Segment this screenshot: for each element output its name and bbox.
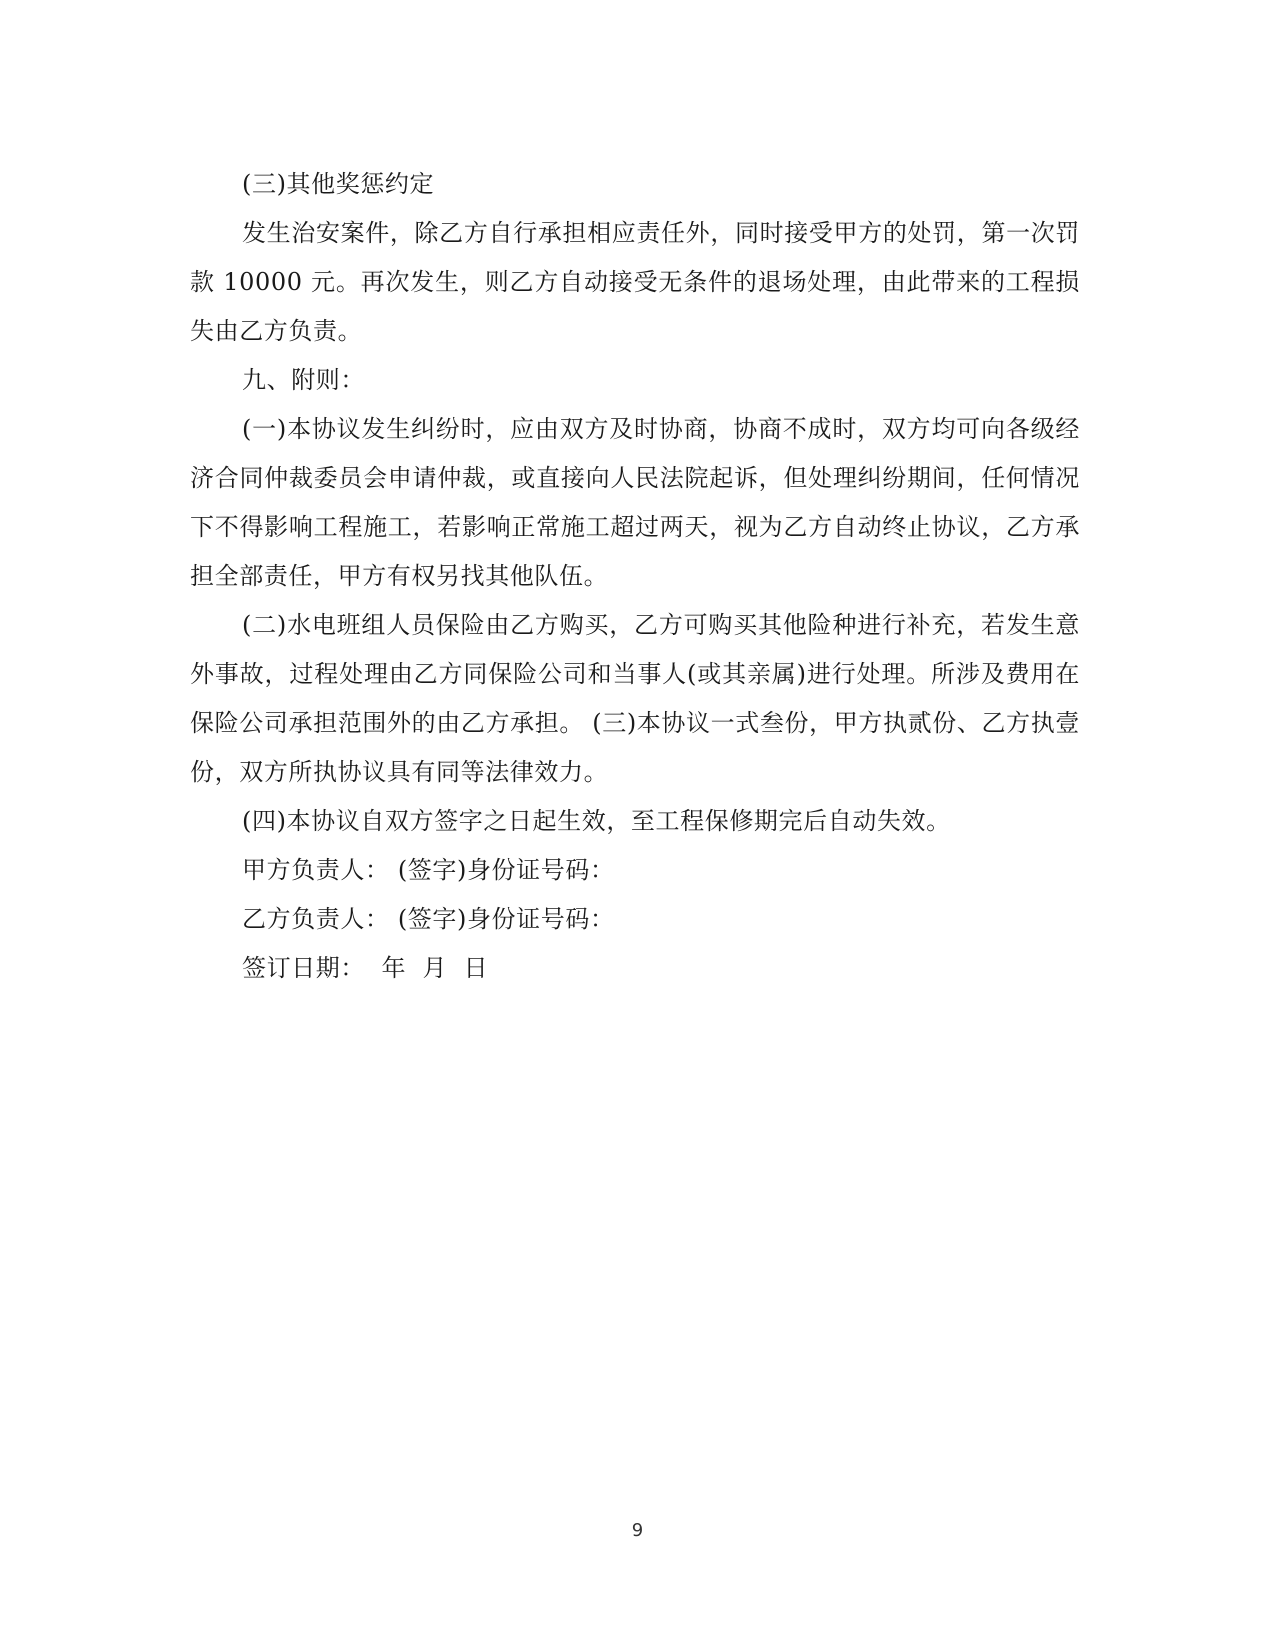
- section-supplementary-heading: 九、附则：: [242, 366, 365, 394]
- clause-insurance-copies: (二)水电班组人员保险由乙方购买，乙方可购买其他险种进行补充，若发生意外事故，过程处理由乙方同保险公司和当事人(或其亲属)进行处理。所涉及费用在保险公司承担范围外的由乙方承担。 (三)本协议一式叁份，甲方执贰份、乙方执壹份，双方所执协议具有同等法律效力。: [190, 611, 1080, 786]
- clause-dispute-resolution: (一)本协议发生纠纷时，应由双方及时协商，协商不成时，双方均可向各级经济合同仲裁委员会申请仲裁，或直接向人民法院起诉，但处理纠纷期间，任何情况下不得影响工程施工，若影响正常施工超过两天，视为乙方自动终止协议，乙方承担全部责任，甲方有权另找其他队伍。: [190, 415, 1080, 590]
- document-body: [190, 160, 1080, 993]
- clause-security-incident: 发生治安案件，除乙方自行承担相应责任外，同时接受甲方的处罚，第一次罚款 10000 元。再次发生，则乙方自动接受无条件的退场处理，由此带来的工程损失由乙方负责。: [190, 219, 1080, 345]
- clause-other-rewards-heading: (三)其他奖惩约定: [242, 170, 435, 198]
- signing-date: 签订日期： 年 月 日: [242, 954, 489, 982]
- clause-effective-date: (四)本协议自双方签字之日起生效，至工程保修期完后自动失效。: [242, 807, 951, 835]
- signature-party-b: 乙方负责人： (签字)身份证号码：: [242, 905, 615, 933]
- signature-party-a: 甲方负责人： (签字)身份证号码：: [242, 856, 615, 884]
- page-number: 9: [631, 1520, 644, 1541]
